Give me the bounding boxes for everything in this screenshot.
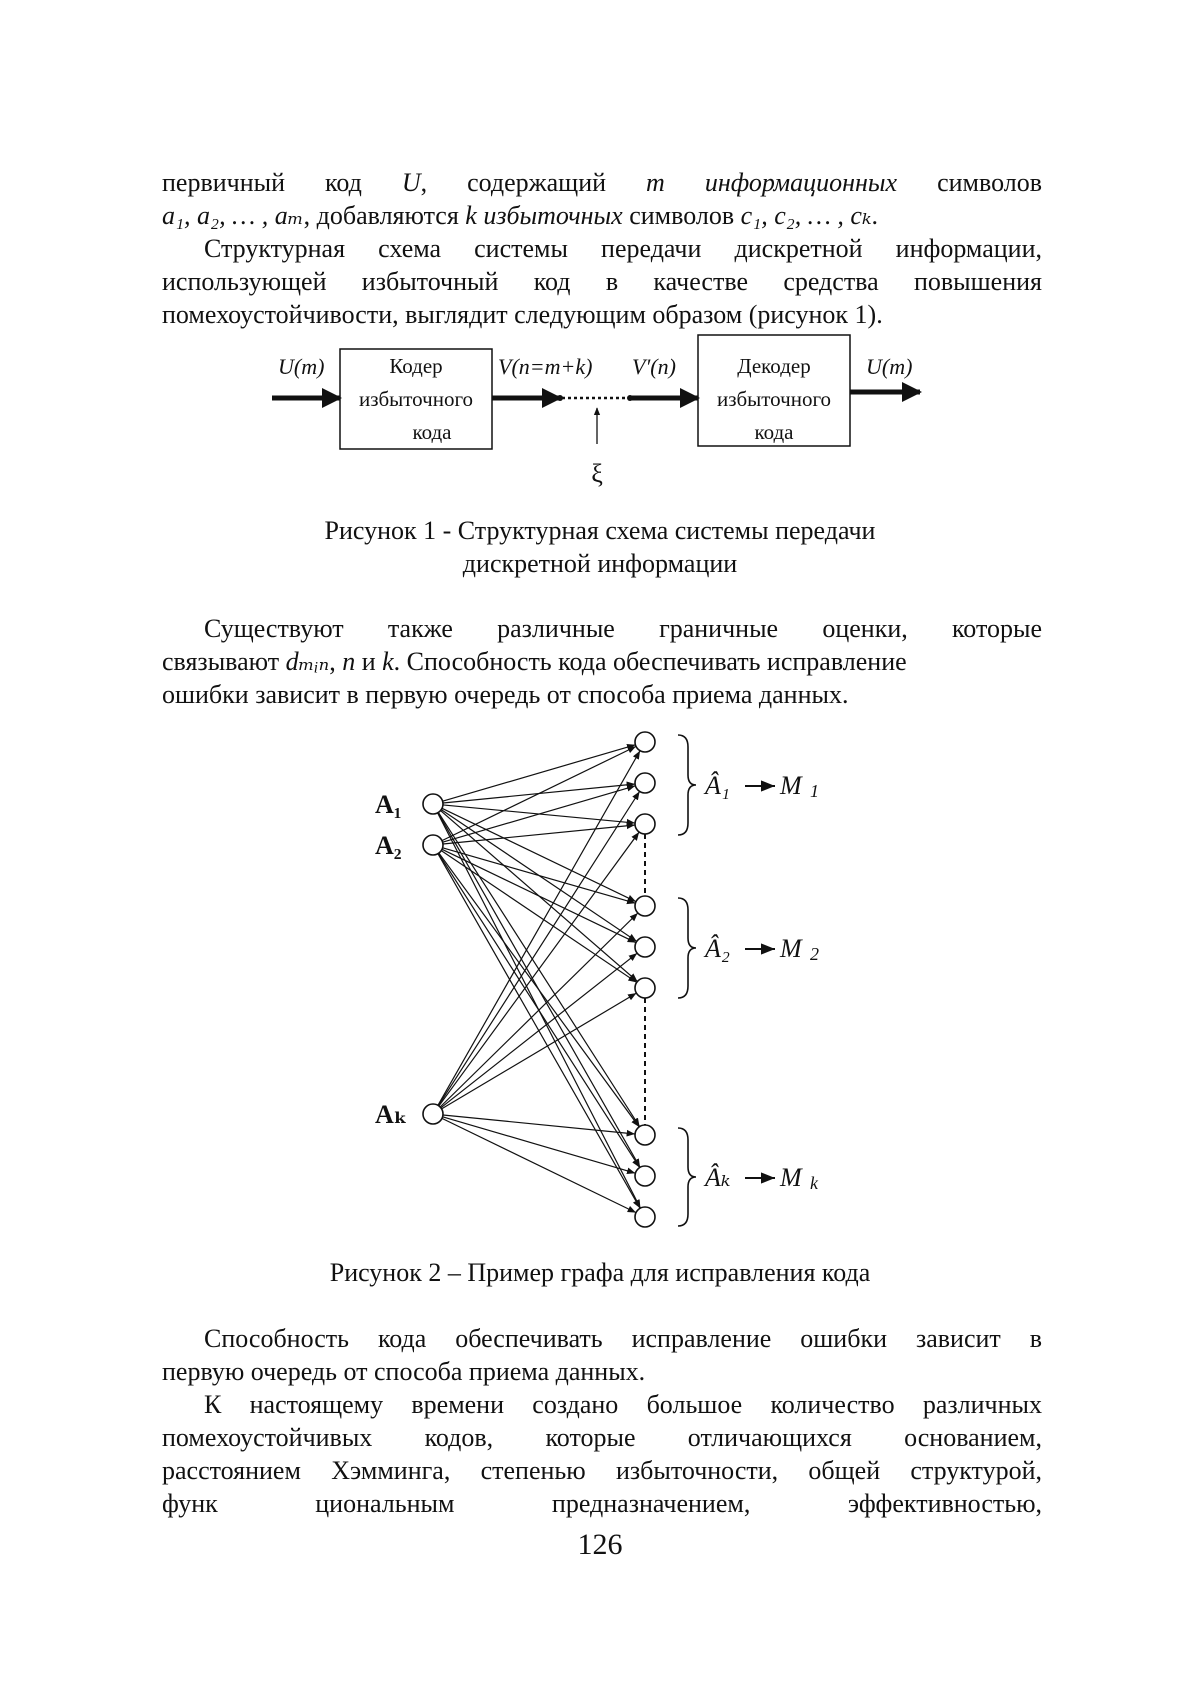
group-brace <box>678 898 696 998</box>
graph-node <box>635 732 655 752</box>
graph-edge <box>442 808 636 901</box>
text-line: помехоустойчивых кодов, которые отличающихся основанием, <box>162 1423 1042 1452</box>
group-brace <box>678 735 696 835</box>
math-k: k <box>382 647 394 676</box>
target-label: M <box>780 771 802 800</box>
math-n: n <box>342 647 356 676</box>
word: код <box>325 168 362 197</box>
graph-edge <box>443 1117 636 1173</box>
graph-edge <box>439 853 639 1127</box>
paragraph-5 <box>162 1388 1042 1520</box>
math-m: m <box>646 168 665 197</box>
figure-2-caption: Рисунок 2 – Пример графа для исправления кода <box>329 1258 871 1287</box>
word: символов <box>937 168 1042 197</box>
source-node-label: Aₖ <box>375 1100 408 1129</box>
text-line: использующей избыточный код в качестве средства повышения <box>162 267 1042 296</box>
word: , содержащий <box>420 168 607 197</box>
math-k: k <box>465 201 477 230</box>
source-node-label: A₁ <box>375 790 402 819</box>
math-U: U <box>401 168 421 197</box>
graph-edge <box>440 913 638 1107</box>
figure-1-caption: дискретной информации <box>462 549 738 578</box>
coder-box <box>340 349 492 449</box>
graph-node <box>423 1104 443 1124</box>
text-line: первую очередь от способа приема данных. <box>162 1357 646 1386</box>
text-line: Существуют также различные граничные оценки, которые <box>204 614 1042 643</box>
graph-node <box>635 1166 655 1186</box>
text-line: Способность кода обеспечивать исправление ошибки зависит в <box>204 1324 1042 1353</box>
graph-node <box>635 814 655 834</box>
graph-edge <box>443 805 635 823</box>
noise-label: ξ <box>591 459 603 488</box>
target-subscript: k <box>810 1173 818 1193</box>
output-label: U(m) <box>866 354 913 379</box>
graph-edge <box>441 810 636 942</box>
coder-label: Кодер <box>389 354 443 378</box>
graph-edge <box>438 813 641 1208</box>
channel-node <box>627 395 633 401</box>
input-label: U(m) <box>278 354 325 379</box>
graph-edge <box>441 811 638 982</box>
graph-edge <box>438 813 640 1168</box>
graph-edge <box>442 1118 636 1212</box>
text-fragment: символов <box>622 201 741 230</box>
text-line: функ циональным предназначением, эффективностью, <box>162 1489 1042 1518</box>
graph-node <box>635 937 655 957</box>
graph-node <box>635 773 655 793</box>
group-label: Âₖ <box>705 1163 731 1192</box>
graph-edge <box>443 1115 635 1134</box>
graph-edge <box>438 791 639 1105</box>
graph-edge <box>442 849 636 942</box>
italic-word: избыточных <box>483 201 623 230</box>
text-line: Структурная схема системы передачи дискретной информации, <box>204 234 1042 263</box>
decoder-label: кода <box>754 420 794 444</box>
target-subscript: 2 <box>810 944 819 964</box>
graph-node <box>635 978 655 998</box>
graph-edge <box>442 993 637 1109</box>
coded-signal-label: V(n=m+k) <box>498 354 593 379</box>
word: первичный <box>162 168 286 197</box>
text-fragment: . Способность кода обеспечивать исправление <box>393 647 907 676</box>
graph-node <box>635 1207 655 1227</box>
decoder-box <box>698 335 850 446</box>
paragraph-2 <box>162 232 1042 331</box>
graph-edge <box>443 825 635 844</box>
channel-node <box>557 395 563 401</box>
graph-edge <box>438 853 639 1167</box>
page-number: 126 <box>577 1528 623 1561</box>
coder-label: избыточного <box>358 387 474 411</box>
text-line <box>162 645 1042 678</box>
graph-node <box>423 835 443 855</box>
graph-edge <box>438 854 640 1209</box>
paragraph-continuation <box>162 166 1042 232</box>
graph-node <box>423 794 443 814</box>
paragraph-4 <box>162 1322 1042 1388</box>
math-c-sequence: c₁, c₂, … , cₖ <box>740 201 872 230</box>
target-label: M <box>780 1163 802 1192</box>
italic-word: информационных <box>704 168 898 197</box>
text-line <box>162 199 1042 232</box>
text-line: помехоустойчивости, выглядит следующим образом (рисунок 1). <box>162 300 883 329</box>
received-signal-label: V′(n) <box>632 354 676 379</box>
target-label: M <box>780 934 802 963</box>
figure-1-caption: Рисунок 1 - Структурная схема системы передачи <box>324 516 876 545</box>
text-fragment: связывают <box>162 647 286 676</box>
graph-edge <box>441 851 636 983</box>
graph-edge <box>438 812 639 1126</box>
text-fragment: , <box>329 647 343 676</box>
graph-node <box>635 896 655 916</box>
graph-node <box>635 1125 655 1145</box>
decoder-label: избыточного <box>716 387 832 411</box>
graph-edge <box>443 848 636 903</box>
math-a-sequence: a₁, a₂, … , aₘ <box>162 201 304 230</box>
graph-edge <box>441 953 637 1108</box>
figure-2-graph <box>375 732 819 1227</box>
graph-edge <box>443 784 635 803</box>
text-line: расстоянием Хэмминга, степенью избыточности, общей структурой, <box>162 1456 1042 1485</box>
group-label: Â₁ <box>705 771 730 800</box>
group-label: Â₂ <box>705 934 730 963</box>
text-fragment: , добавляются <box>303 201 466 230</box>
coder-label: кода <box>412 420 452 444</box>
math-dmin: dₘᵢₙ <box>285 647 330 676</box>
paragraph-3 <box>162 612 1042 711</box>
graph-edge <box>443 786 636 842</box>
decoder-label: Декодер <box>737 354 811 378</box>
text-line: ошибки зависит в первую очередь от способа приема данных. <box>162 680 849 709</box>
graph-edge <box>438 751 640 1106</box>
group-brace <box>678 1128 696 1226</box>
graph-edge <box>442 746 636 840</box>
text-fragment: и <box>355 647 383 676</box>
source-node-label: A₂ <box>375 831 402 860</box>
text-fragment: . <box>871 201 878 230</box>
text-line <box>162 166 1042 199</box>
graph-edge <box>439 832 639 1106</box>
text-line: К настоящему времени создано большое количество различных <box>204 1390 1042 1419</box>
target-subscript: 1 <box>810 781 819 801</box>
graph-edge <box>443 745 636 801</box>
